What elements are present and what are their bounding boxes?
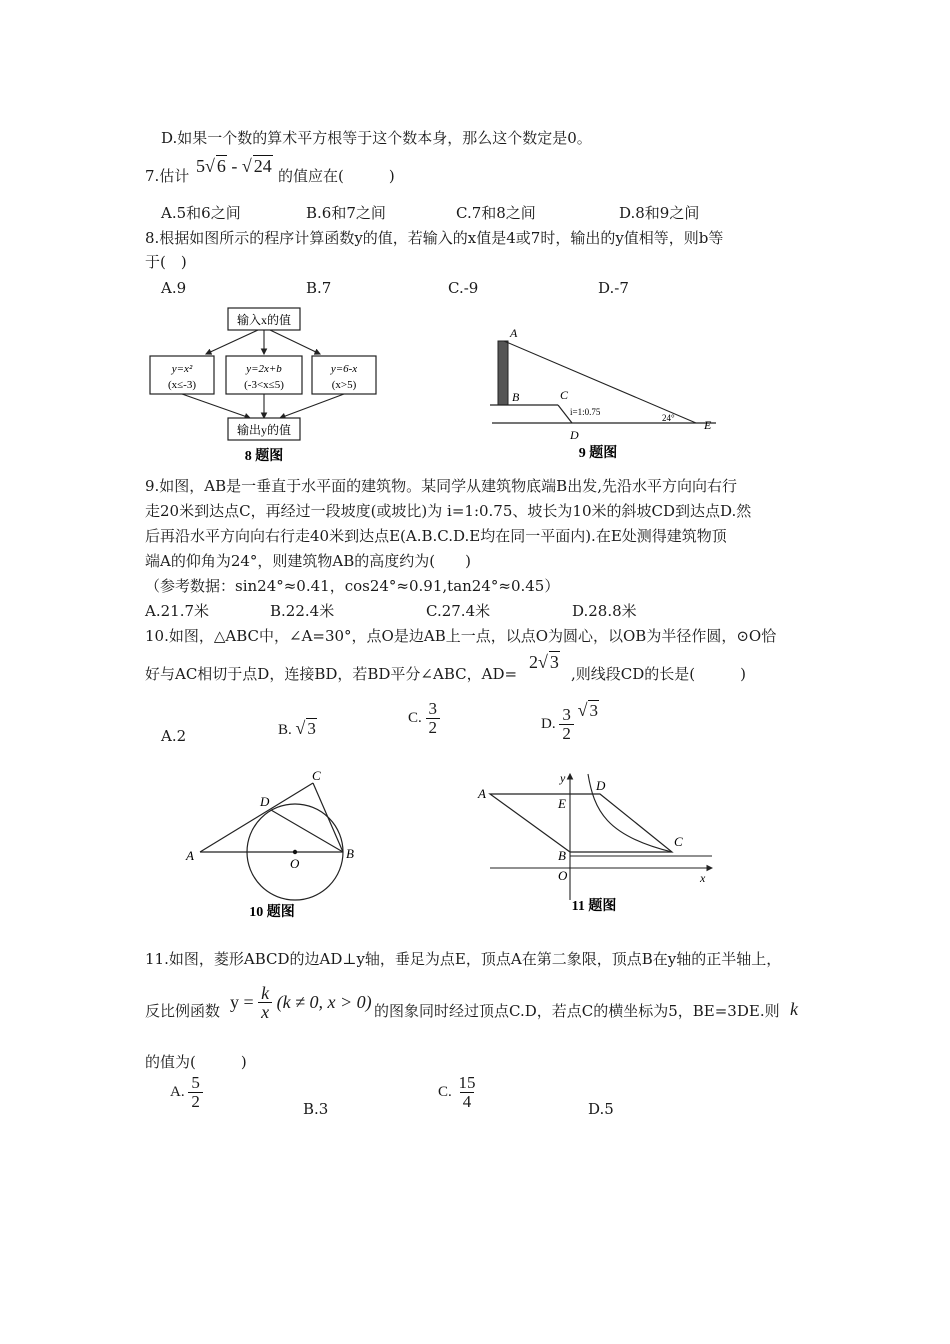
q10-line-1: 10.如图，△ABC中，∠A=30°，点O是边AB上一点，以点O为圆心，以OB为半径作圆，⊙O恰 xyxy=(145,627,777,645)
q7-option-a: A.5和6之间 xyxy=(161,204,241,222)
label-d: D xyxy=(570,428,579,442)
q11-option-a: A. $\frac{5}{2}$ xyxy=(170,1074,203,1111)
figure-10-diagram xyxy=(180,768,370,922)
slope-label: i=1:0.75 xyxy=(570,407,601,417)
label-e: E xyxy=(558,796,566,811)
q10-line-2-end: ,则线段CD的长是( ) xyxy=(571,665,746,683)
q9-line-2: 走20米到达点C，再经过一段坡度(或坡比)为 i=1:0.75、坡长为10米的斜坡CD到达点D.然 xyxy=(145,502,752,520)
axis-x-label: x xyxy=(700,871,706,885)
q8-line-1: 8.根据如图所示的程序计算函数y的值，若输入的x值是4或7时，输出的y值相等，则b等 xyxy=(145,229,724,247)
q10-ad-value: 2√ 3 xyxy=(529,652,559,672)
q6-option-d: D.如果一个数的算术平方根等于这个数本身，那么这个数定是0。 xyxy=(161,129,592,147)
center-point xyxy=(293,850,297,854)
q11-line-2-end: 的图象同时经过顶点C.D，若点C的横坐标为5，BE=3DE.则 xyxy=(374,1002,780,1020)
q7-expression: 5√ 6 - √ 24 xyxy=(196,156,272,176)
q9-line-3: 后再沿水平方向向右行走40米到达点E(A.B.C.D.E均在同一平面内).在E处测得建筑物顶 xyxy=(145,527,727,545)
label-o: O xyxy=(558,868,568,883)
label-e: E xyxy=(704,418,712,432)
q11-option-c: C. $\frac{15}{4}$ xyxy=(438,1073,476,1111)
label-c: C xyxy=(560,388,569,402)
q9-line-4: 端A的仰角为24°，则建筑物AB的高度约为( ) xyxy=(145,552,471,570)
label-o: O xyxy=(290,856,300,871)
figure-9-caption: 9 题图 xyxy=(578,446,618,461)
figure-11-caption: 11 题图 xyxy=(571,899,617,914)
figure-8-flowchart xyxy=(140,298,358,470)
figure-8-caption: 8 题图 xyxy=(244,449,284,464)
label-a: A xyxy=(510,326,518,340)
q11-line-1: 11.如图，菱形ABCD的边AD⊥y轴，垂足为点E，顶点A在第二象限，顶点B在y轴的正半轴上， xyxy=(145,950,782,968)
q11-option-b: B.3 xyxy=(303,1100,329,1118)
q8-option-c: C.-9 xyxy=(448,279,479,297)
branch-3-formula: y=6-x xyxy=(330,363,358,375)
label-a: A xyxy=(186,848,194,863)
q11-option-d: D.5 xyxy=(588,1100,614,1118)
label-d: D xyxy=(260,794,270,809)
building-ab xyxy=(498,341,508,405)
q10-line-2-start: 好与AC相切于点D，连接BD，若BD平分∠ABC，AD= xyxy=(145,665,518,683)
q10-option-c: C. $\frac{3}{2}$ xyxy=(408,700,440,737)
q11-line-2-start: 反比例函数 xyxy=(145,1002,221,1020)
q9-option-c: C.27.4米 xyxy=(426,602,491,620)
q8-option-d: D.-7 xyxy=(598,279,629,297)
q7-option-c: C.7和8之间 xyxy=(456,204,536,222)
figure-9-diagram xyxy=(486,325,726,465)
q11-function: y = $\frac{k}{x}$ (k ≠ 0, x > 0) xyxy=(230,983,372,1022)
figure-10-caption: 10 题图 xyxy=(249,905,295,920)
branch-3-condition: (x>5) xyxy=(331,379,357,391)
q7-option-d: D.8和9之间 xyxy=(619,204,700,222)
q11-line-3: 的值为( ) xyxy=(145,1053,247,1071)
branch-2-formula: y=2x+b xyxy=(246,363,282,375)
input-label: 输入x的值 xyxy=(236,313,292,327)
label-c: C xyxy=(674,834,683,849)
axis-y-label: y xyxy=(560,771,566,785)
output-label: 输出y的值 xyxy=(236,423,292,437)
label-b: B xyxy=(346,846,354,861)
q7-prefix: 7.估计 xyxy=(145,167,190,185)
q7-suffix: 的值应在( ) xyxy=(278,167,395,185)
label-b: B xyxy=(512,390,520,404)
q9-option-a: A.21.7米 xyxy=(145,602,209,620)
q8-option-b: B.7 xyxy=(306,279,332,297)
q8-line-2: 于( ) xyxy=(145,253,187,271)
branch-1-condition: (x≤-3) xyxy=(167,379,197,391)
branch-1-formula: y=x² xyxy=(171,363,193,375)
label-c: C xyxy=(312,768,321,783)
q11-k: k xyxy=(790,999,798,1019)
angle-label: 24° xyxy=(662,413,675,423)
q7-option-b: B.6和7之间 xyxy=(306,204,386,222)
label-b: B xyxy=(558,848,566,863)
figure-11-diagram xyxy=(476,770,726,920)
q9-reference-data: （参考数据：sin24°≈0.41，cos24°≈0.91,tan24°≈0.45） xyxy=(145,577,560,595)
q9-option-d: D.28.8米 xyxy=(572,602,637,620)
label-a: A xyxy=(478,786,486,801)
q10-option-b: B. √ 3 xyxy=(278,718,316,738)
q9-line-1: 9.如图，AB是一垂直于水平面的建筑物。某同学从建筑物底端B出发,先沿水平方向向右行 xyxy=(145,477,737,495)
branch-2-condition: (-3<x≤5) xyxy=(244,379,284,391)
label-d: D xyxy=(596,778,606,793)
q10-option-d: D. $\frac{3}{2}$ √ 3 xyxy=(541,700,598,744)
q10-option-a: A.2 xyxy=(161,727,187,745)
q8-option-a: A.9 xyxy=(161,279,187,297)
q9-option-b: B.22.4米 xyxy=(270,602,335,620)
